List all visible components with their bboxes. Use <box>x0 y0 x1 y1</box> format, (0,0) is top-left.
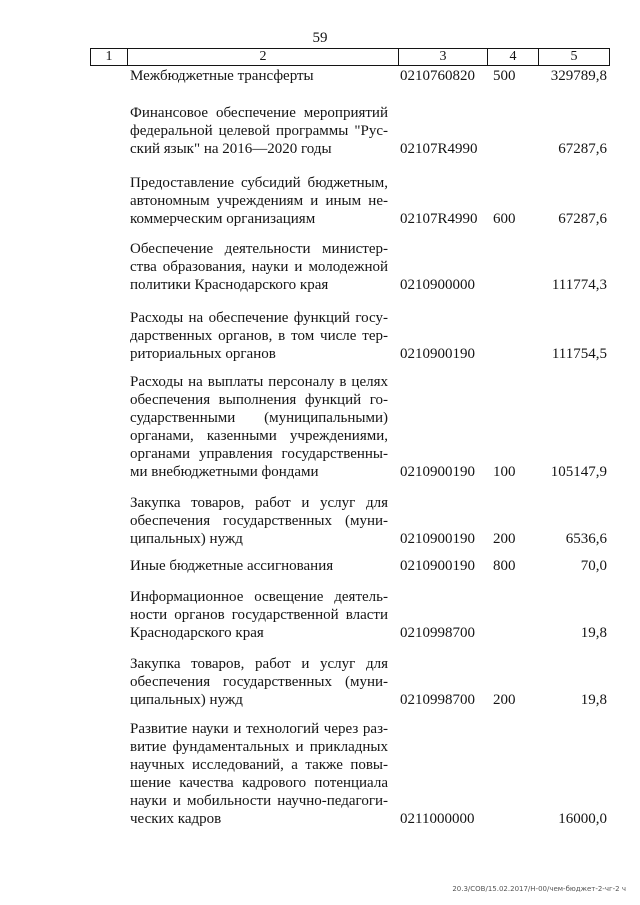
row-description-line: риториальных органов <box>130 346 276 362</box>
row-description-line: витие фундаментальных и прикладных <box>130 739 388 755</box>
row-amount: 6536,6 <box>565 531 607 547</box>
row-amount: 111754,5 <box>551 346 607 362</box>
row-expense-type: 200 <box>493 692 516 708</box>
row-description-line: автономным учреждениям и иным не- <box>130 193 388 209</box>
row-description-line: сударственными (муниципальными) <box>130 410 388 426</box>
row-description-line: Обеспечение деятельности министер- <box>130 241 388 257</box>
row-description-line: Развитие науки и технологий через раз- <box>130 721 388 737</box>
column-header-4: 4 <box>488 49 539 66</box>
row-code: 0210900190 <box>400 346 475 362</box>
row-description-line: дарственных органов, в том числе тер- <box>130 328 388 344</box>
row-description <box>130 494 388 548</box>
row-amount: 329789,8 <box>550 68 607 84</box>
row-description-line: ципальных) нужд <box>130 692 243 708</box>
row-description-line: ципальных) нужд <box>130 531 243 547</box>
row-description-line: ческих кадров <box>130 811 222 827</box>
row-code: 02107R4990 <box>400 211 478 227</box>
row-description-line: обеспечения выполнения функций го- <box>130 392 388 408</box>
row-description-line: Информационное освещение деятель- <box>130 589 388 605</box>
row-description <box>130 240 388 294</box>
row-description-line: Предоставление субсидий бюджетным, <box>130 175 388 191</box>
row-amount: 67287,6 <box>558 211 607 227</box>
row-amount: 111774,3 <box>551 277 607 293</box>
row-description-line: Закупка товаров, работ и услуг для <box>130 656 388 672</box>
row-code: 0211000000 <box>400 811 475 827</box>
row-expense-type: 200 <box>493 531 516 547</box>
row-description <box>130 309 388 363</box>
row-description <box>130 720 388 828</box>
row-amount: 19,8 <box>580 625 607 641</box>
row-code: 0210900000 <box>400 277 475 293</box>
row-description <box>130 174 388 228</box>
row-description <box>130 557 388 575</box>
row-code: 0210760820 <box>400 68 475 84</box>
footer-stamp: 20.3/СОВ/15.02.2017/Н-00/чем-бюджет-2-чг-2 ч <box>452 885 626 893</box>
row-amount: 67287,6 <box>558 141 607 157</box>
column-header-2: 2 <box>128 49 399 66</box>
row-description-line: Межбюджетные трансферты <box>130 68 314 84</box>
row-code: 0210900190 <box>400 464 475 480</box>
row-description-line: органами управления государственны- <box>130 446 388 462</box>
row-description <box>130 104 388 158</box>
row-description <box>130 655 388 709</box>
row-expense-type: 500 <box>493 68 516 84</box>
row-code: 0210900190 <box>400 558 475 574</box>
row-description-line: федеральной целевой программы "Рус- <box>130 123 388 139</box>
row-description-line: ми внебюджетными фондами <box>130 464 319 480</box>
column-header-1: 1 <box>91 49 128 66</box>
row-amount: 19,8 <box>580 692 607 708</box>
column-header-3: 3 <box>399 49 488 66</box>
row-description-line: Иные бюджетные ассигнования <box>130 558 334 574</box>
row-code: 02107R4990 <box>400 141 478 157</box>
row-expense-type: 100 <box>493 464 516 480</box>
row-description-line: ства образования, науки и молодежной <box>130 259 388 275</box>
row-expense-type: 800 <box>493 558 516 574</box>
row-code: 0210900190 <box>400 531 475 547</box>
row-amount: 16000,0 <box>558 811 607 827</box>
row-description-line: обеспечения государственных (муни- <box>130 674 388 690</box>
row-description <box>130 588 388 642</box>
row-description <box>130 373 388 481</box>
column-header-table <box>90 48 610 66</box>
row-amount: 70,0 <box>580 558 607 574</box>
row-code: 0210998700 <box>400 625 475 641</box>
row-description-line: науки и мобильности научно-педагоги- <box>130 793 388 809</box>
row-expense-type: 600 <box>493 211 516 227</box>
row-description-line: обеспечения государственных (муни- <box>130 513 388 529</box>
row-description-line: Расходы на обеспечение функций госу- <box>130 310 388 326</box>
row-description-line: политики Краснодарского края <box>130 277 329 293</box>
row-description-line: научных исследований, а также повы- <box>130 757 388 773</box>
row-description-line: коммерческим организациям <box>130 211 316 227</box>
row-description-line: Финансовое обеспечение мероприятий <box>130 105 388 121</box>
row-description-line: шение качества кадрового потенциала <box>130 775 388 791</box>
row-description-line: органами, казенными учреждениями, <box>130 428 388 444</box>
row-description-line: Расходы на выплаты персоналу в целях <box>130 374 388 390</box>
page-number: 59 <box>312 30 328 46</box>
row-description-line: Краснодарского края <box>130 625 264 641</box>
row-amount: 105147,9 <box>550 464 607 480</box>
row-description-line: ности органов государственной власти <box>130 607 388 623</box>
column-header-5: 5 <box>539 49 610 66</box>
row-code: 0210998700 <box>400 692 475 708</box>
row-description-line: ский язык" на 2016—2020 годы <box>130 141 332 157</box>
row-description <box>130 67 388 85</box>
row-description-line: Закупка товаров, работ и услуг для <box>130 495 388 511</box>
